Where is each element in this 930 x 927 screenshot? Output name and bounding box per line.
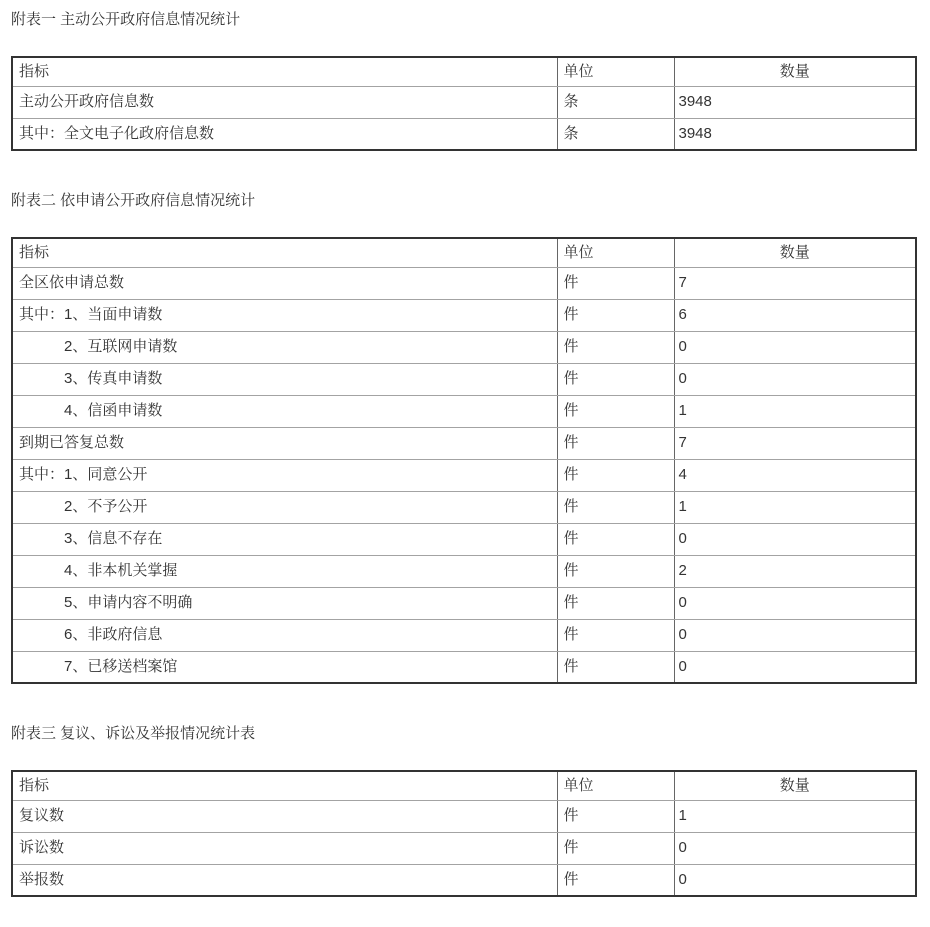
quantity-cell: 0 bbox=[674, 587, 916, 619]
table-row bbox=[12, 555, 916, 587]
indicator-cell: 5、申请内容不明确 bbox=[12, 587, 557, 619]
table-row bbox=[12, 832, 916, 864]
table-row bbox=[12, 86, 916, 118]
quantity-cell: 1 bbox=[674, 800, 916, 832]
quantity-cell: 1 bbox=[674, 395, 916, 427]
quantity-cell: 0 bbox=[674, 331, 916, 363]
unit-cell: 件 bbox=[557, 587, 674, 619]
indicator-cell: 2、互联网申请数 bbox=[12, 331, 557, 363]
indicator-cell: 7、已移送档案馆 bbox=[12, 651, 557, 683]
unit-cell: 件 bbox=[557, 459, 674, 491]
quantity-cell: 0 bbox=[674, 832, 916, 864]
indicator-cell: 复议数 bbox=[12, 800, 557, 832]
col-header-indicator: 指标 bbox=[12, 238, 557, 267]
section-proactive-disclosure bbox=[11, 10, 915, 151]
indicator-cell: 主动公开政府信息数 bbox=[12, 86, 557, 118]
unit-cell: 件 bbox=[557, 864, 674, 896]
unit-cell: 件 bbox=[557, 395, 674, 427]
table-row bbox=[12, 619, 916, 651]
section-title-disclosure-upon-request: 附表二 依申请公开政府信息情况统计 bbox=[11, 192, 256, 209]
unit-cell: 件 bbox=[557, 491, 674, 523]
section-title-proactive-disclosure: 附表一 主动公开政府信息情况统计 bbox=[11, 11, 241, 28]
indicator-cell: 4、非本机关掌握 bbox=[12, 555, 557, 587]
table-header-row bbox=[12, 57, 916, 86]
table-row bbox=[12, 491, 916, 523]
unit-cell: 件 bbox=[557, 651, 674, 683]
indicator-cell: 6、非政府信息 bbox=[12, 619, 557, 651]
table-row bbox=[12, 587, 916, 619]
indicator-cell: 其中：1、同意公开 bbox=[12, 459, 557, 491]
indicator-cell: 3、信息不存在 bbox=[12, 523, 557, 555]
quantity-cell: 2 bbox=[674, 555, 916, 587]
quantity-cell: 7 bbox=[674, 267, 916, 299]
indicator-cell: 到期已答复总数 bbox=[12, 427, 557, 459]
section-disclosure-upon-request bbox=[11, 191, 915, 684]
quantity-cell: 0 bbox=[674, 651, 916, 683]
quantity-cell: 0 bbox=[674, 619, 916, 651]
quantity-cell: 1 bbox=[674, 491, 916, 523]
table-row bbox=[12, 395, 916, 427]
unit-cell: 件 bbox=[557, 555, 674, 587]
col-header-unit: 单位 bbox=[557, 771, 674, 800]
section-review-litigation-reports bbox=[11, 724, 915, 897]
indicator-cell: 4、信函申请数 bbox=[12, 395, 557, 427]
table-row bbox=[12, 363, 916, 395]
table-row bbox=[12, 864, 916, 896]
table-row bbox=[12, 427, 916, 459]
stat-table-proactive-disclosure bbox=[11, 56, 917, 151]
table-row bbox=[12, 651, 916, 683]
unit-cell: 条 bbox=[557, 86, 674, 118]
col-header-quantity: 数量 bbox=[674, 57, 916, 86]
col-header-unit: 单位 bbox=[557, 57, 674, 86]
unit-cell: 件 bbox=[557, 331, 674, 363]
indicator-cell: 诉讼数 bbox=[12, 832, 557, 864]
stat-table-disclosure-upon-request bbox=[11, 237, 917, 684]
table-row bbox=[12, 299, 916, 331]
unit-cell: 件 bbox=[557, 427, 674, 459]
table-row bbox=[12, 523, 916, 555]
indicator-cell: 3、传真申请数 bbox=[12, 363, 557, 395]
unit-cell: 件 bbox=[557, 619, 674, 651]
table-row bbox=[12, 331, 916, 363]
unit-cell: 件 bbox=[557, 800, 674, 832]
indicator-cell: 其中：全文电子化政府信息数 bbox=[12, 118, 557, 150]
quantity-cell: 3948 bbox=[674, 118, 916, 150]
table-header-row bbox=[12, 238, 916, 267]
indicator-cell: 2、不予公开 bbox=[12, 491, 557, 523]
unit-cell: 件 bbox=[557, 267, 674, 299]
quantity-cell: 3948 bbox=[674, 86, 916, 118]
annual-report-tables bbox=[11, 10, 915, 897]
quantity-cell: 0 bbox=[674, 363, 916, 395]
quantity-cell: 0 bbox=[674, 864, 916, 896]
quantity-cell: 0 bbox=[674, 523, 916, 555]
indicator-cell: 其中：1、当面申请数 bbox=[12, 299, 557, 331]
stat-table-review-litigation-reports bbox=[11, 770, 917, 897]
table-header-row bbox=[12, 771, 916, 800]
col-header-quantity: 数量 bbox=[674, 771, 916, 800]
col-header-quantity: 数量 bbox=[674, 238, 916, 267]
unit-cell: 件 bbox=[557, 523, 674, 555]
unit-cell: 件 bbox=[557, 832, 674, 864]
indicator-cell: 举报数 bbox=[12, 864, 557, 896]
indicator-cell: 全区依申请总数 bbox=[12, 267, 557, 299]
unit-cell: 条 bbox=[557, 118, 674, 150]
quantity-cell: 6 bbox=[674, 299, 916, 331]
quantity-cell: 4 bbox=[674, 459, 916, 491]
table-row bbox=[12, 267, 916, 299]
table-row bbox=[12, 118, 916, 150]
table-row bbox=[12, 800, 916, 832]
unit-cell: 件 bbox=[557, 363, 674, 395]
table-row bbox=[12, 459, 916, 491]
section-title-review-litigation-reports: 附表三 复议、诉讼及举报情况统计表 bbox=[11, 725, 256, 742]
col-header-indicator: 指标 bbox=[12, 771, 557, 800]
col-header-unit: 单位 bbox=[557, 238, 674, 267]
quantity-cell: 7 bbox=[674, 427, 916, 459]
col-header-indicator: 指标 bbox=[12, 57, 557, 86]
unit-cell: 件 bbox=[557, 299, 674, 331]
